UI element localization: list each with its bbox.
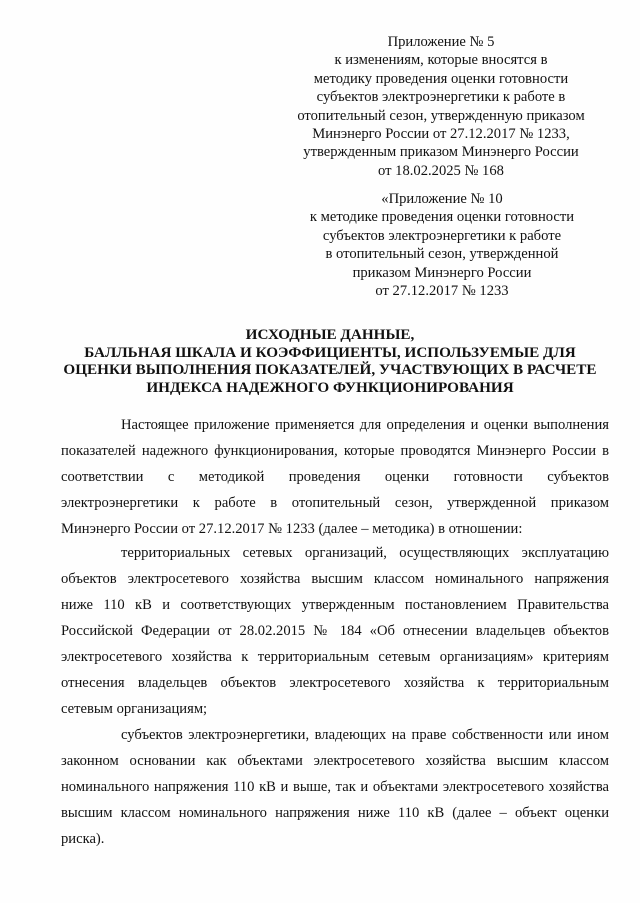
title-line: ИНДЕКСА НАДЕЖНОГО ФУНКЦИОНИРОВАНИЯ: [146, 378, 514, 396]
appendix-5-line: методику проведения оценки готовности: [313, 70, 569, 87]
title-line: ОЦЕНКИ ВЫПОЛНЕНИЯ ПОКАЗАТЕЛЕЙ, УЧАСТВУЮЩИХ В РАСЧЕТЕ: [63, 361, 597, 379]
paragraph-line: сетевым организациям;: [61, 701, 208, 717]
paragraph-line: риска).: [61, 831, 105, 847]
appendix-10-line: от 27.12.2017 № 1233: [375, 283, 509, 300]
paragraph-line: показателей надежного функционирования, которые проводятся Минэнерго России в: [61, 443, 609, 459]
appendix-10-header: [286, 190, 598, 300]
paragraph-line: электросетевого хозяйства к территориальным сетевым организациям» критериям: [61, 649, 609, 665]
appendix-5-line: субъектов электроэнергетики к работе в: [316, 89, 566, 106]
appendix-5-line: к изменениям, которые вносятся в: [334, 52, 548, 69]
paragraph-line: субъектов электроэнергетики, владеющих на праве собственности или ином: [121, 727, 609, 743]
paragraph-line: электроэнергетики к работе в отопительный сезон, утвержденной приказом: [61, 495, 609, 511]
paragraph-line: объектов электросетевого хозяйства высшим классом номинального напряжения: [61, 571, 609, 587]
appendix-5-line: Приложение № 5: [387, 34, 495, 50]
appendix-5-header: [285, 33, 597, 180]
appendix-10-line: «Приложение № 10: [381, 191, 503, 207]
title-line: БАЛЛЬНАЯ ШКАЛА И КОЭФФИЦИЕНТЫ, ИСПОЛЬЗУЕМЫЕ ДЛЯ: [84, 343, 576, 361]
paragraph-line: высшим классом номинального напряжения ниже 110 кВ (далее – объект оценки: [61, 805, 609, 821]
body-paragraph-2: [61, 540, 609, 722]
paragraph-line: отнесения владельцев объектов электросетевого хозяйства к территориальным: [61, 675, 609, 691]
appendix-10-line: приказом Минэнерго России: [352, 264, 532, 281]
appendix-10-line: в отопительный сезон, утвержденной: [325, 246, 559, 263]
paragraph-line: Настоящее приложение применяется для определения и оценки выполнения: [121, 417, 609, 433]
paragraph-line: номинального напряжения 110 кВ и выше, так и объектами электросетевого хозяйства: [61, 779, 609, 795]
appendix-5-line: от 18.02.2025 № 168: [378, 162, 504, 179]
body-paragraph-1: [61, 412, 609, 542]
appendix-10-line: субъектов электроэнергетики к работе: [322, 227, 562, 244]
paragraph-line: территориальных сетевых организаций, осуществляющих эксплуатацию: [121, 545, 609, 561]
paragraph-line: ниже 110 кВ и соответствующих утвержденным постановлением Правительства: [61, 597, 609, 613]
appendix-5-line: Минэнерго России от 27.12.2017 № 1233,: [312, 126, 570, 143]
appendix-5-line: отопительный сезон, утвержденную приказом: [297, 107, 585, 124]
appendix-10-line: к методике проведения оценки готовности: [309, 209, 575, 226]
title-line: ИСХОДНЫЕ ДАННЫЕ,: [245, 326, 415, 343]
paragraph-line: соответствии с методикой проведения оценки готовности субъектов: [61, 469, 609, 485]
paragraph-line: законном основании как объектами электросетевого хозяйства высшим классом: [61, 753, 609, 769]
paragraph-line: Российской Федерации от 28.02.2015 № 184 «Об отнесении владельцев объектов: [61, 623, 609, 639]
document-title: [40, 326, 620, 396]
body-paragraph-3: [61, 722, 609, 852]
appendix-5-line: утвержденным приказом Минэнерго России: [303, 144, 579, 161]
paragraph-line: Минэнерго России от 27.12.2017 № 1233 (далее – методика) в отношении:: [61, 521, 523, 537]
